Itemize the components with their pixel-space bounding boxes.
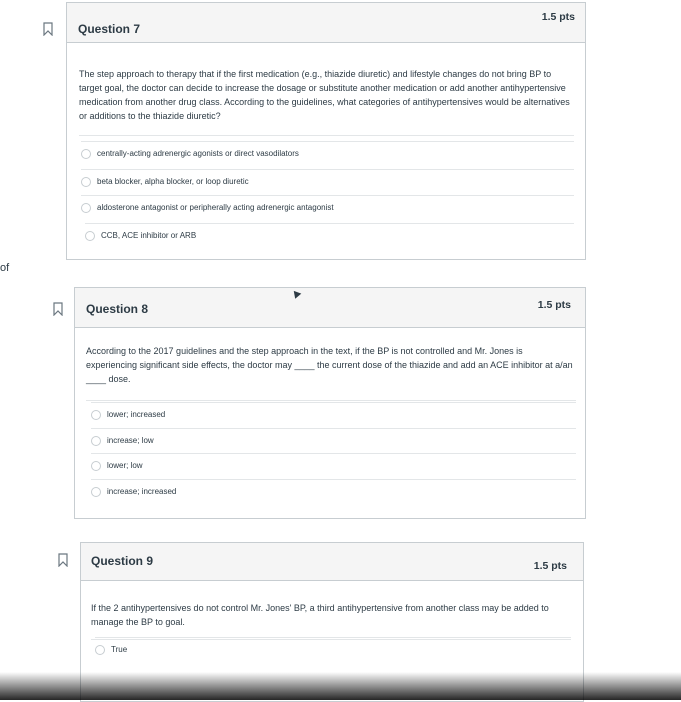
answer-label: aldosterone antagonist or peripherally acting adrenergic antagonist (97, 203, 334, 212)
bottom-shadow (0, 672, 681, 700)
answer-label: CCB, ACE inhibitor or ARB (101, 231, 197, 240)
question-7-card (66, 2, 586, 260)
radio-button[interactable] (95, 645, 105, 655)
answer-option[interactable] (81, 141, 574, 165)
divider (79, 135, 574, 136)
radio-button[interactable] (81, 177, 91, 187)
radio-button[interactable] (91, 461, 101, 471)
answer-label: lower; increased (107, 410, 166, 419)
flag-question-icon[interactable] (57, 553, 69, 567)
flag-question-icon[interactable] (42, 22, 54, 36)
answer-option[interactable] (91, 453, 576, 477)
question-9-title: Question 9 (91, 554, 154, 568)
answer-option[interactable] (95, 637, 571, 661)
divider (86, 400, 576, 401)
answer-label: centrally-acting adrenergic agonists or direct vasodilators (97, 149, 299, 158)
question-8-header (75, 288, 585, 328)
answer-option[interactable] (91, 479, 576, 503)
question-7-header (67, 3, 585, 43)
answer-option[interactable] (91, 428, 576, 452)
radio-button[interactable] (91, 410, 101, 420)
radio-button[interactable] (85, 231, 95, 241)
answer-option[interactable] (81, 169, 574, 193)
question-7-points: 1.5 pts (541, 11, 575, 23)
answer-option[interactable] (91, 402, 576, 426)
question-8-points: 1.5 pts (537, 299, 571, 311)
radio-button[interactable] (91, 436, 101, 446)
answer-label: increase; increased (107, 487, 177, 496)
question-9-header (81, 543, 583, 581)
answer-label: True (111, 645, 128, 654)
page-edge-text: of (0, 262, 10, 274)
question-9-points: 1.5 pts (533, 560, 567, 572)
question-7-text: The step approach to therapy that if the first medication (e.g., thiazide diuretic) and lifestyle changes do not bring BP to target goal, the doctor can decide to increase the dosage or substitute another medication or add another antihypertensive medication from another drug class. According to the guidelines, what categories of antihypertensives would be alternatives or additions to the thiazide diuretic? (79, 69, 570, 121)
radio-button[interactable] (81, 203, 91, 213)
radio-button[interactable] (81, 149, 91, 159)
answer-option[interactable] (81, 195, 574, 219)
answer-option[interactable] (85, 223, 574, 247)
question-8-card (74, 287, 586, 519)
answer-label: beta blocker, alpha blocker, or loop diuretic (97, 177, 249, 186)
question-9-text: If the 2 antihypertensives do not control Mr. Jones' BP, a third antihypertensive from another class may be added to manage the BP to goal. (91, 603, 549, 627)
answer-label: lower; low (107, 461, 143, 470)
answer-label: increase; low (107, 436, 154, 445)
flag-question-icon[interactable] (52, 302, 64, 316)
radio-button[interactable] (91, 487, 101, 497)
question-7-title: Question 7 (78, 22, 141, 36)
question-8-text: According to the 2017 guidelines and the step approach in the text, if the BP is not controlled and Mr. Jones is experiencing significant side effects, the doctor may ____ the current dose of the thiazide and add an ACE inhibitor at a/an ____ dose. (86, 346, 573, 384)
question-8-title: Question 8 (86, 302, 149, 316)
